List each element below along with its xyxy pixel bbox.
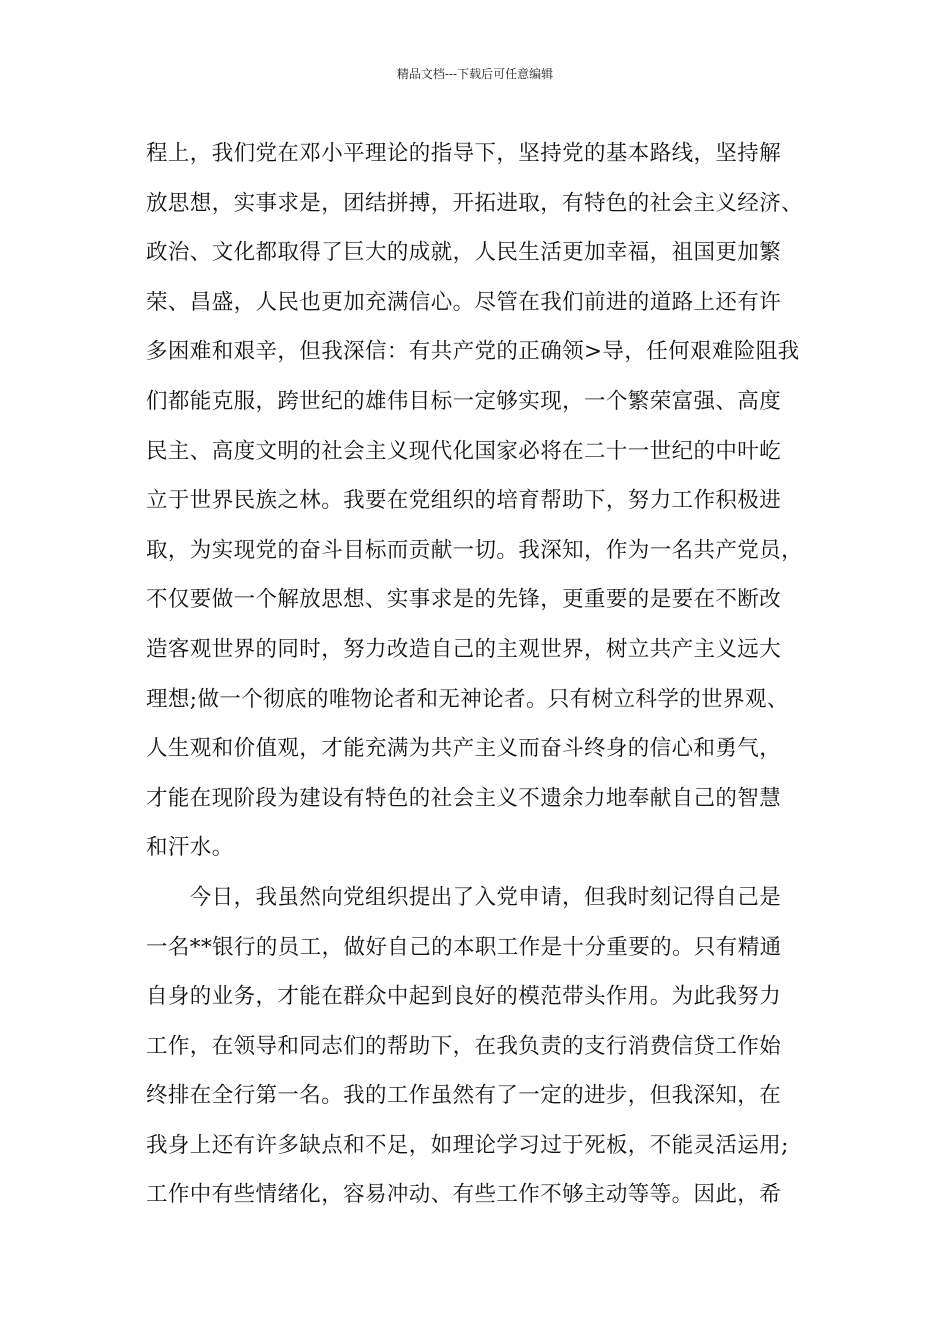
document-body <box>146 129 826 1220</box>
text-line: 和汗水。 <box>146 835 234 861</box>
text-line: 造客观世界的同时，努力改造自己的主观世界，树立共产主义远大 <box>146 636 782 662</box>
text-line: 终排在全行第一名。我的工作虽然有了一定的进步，但我深知，在 <box>146 1083 782 1109</box>
text-line: 多困难和艰辛，但我深信：有共产党的正确领>导，任何艰难险阻我 <box>146 339 800 365</box>
text-line: 立于世界民族之林。我要在党组织的培育帮助下，努力工作积极进 <box>146 488 782 514</box>
text-line: 政治、文化都取得了巨大的成就，人民生活更加幸福，祖国更加繁 <box>146 240 782 266</box>
text-line: 我身上还有许多缺点和不足，如理论学习过于死板，不能灵活运用; <box>146 1132 789 1158</box>
text-line: 荣、昌盛，人民也更加充满信心。尽管在我们前进的道路上还有许 <box>146 289 782 315</box>
text-line: 工作，在领导和同志们的帮助下，在我负责的支行消费信贷工作始 <box>146 1033 782 1059</box>
text-line: 程上，我们党在邓小平理论的指导下，坚持党的基本路线，坚持解 <box>146 141 782 166</box>
text-line: 才能在现阶段为建设有特色的社会主义不遗余力地奉献自己的智慧 <box>146 785 782 811</box>
text-line: 工作中有些情绪化，容易冲动、有些工作不够主动等等。因此，希 <box>146 1182 782 1208</box>
text-line: 放思想，实事求是，团结拼搏，开拓进取，有特色的社会主义经济、 <box>146 190 804 216</box>
text-line: 不仅要做一个解放思想、实事求是的先锋，更重要的是要在不断改 <box>146 587 782 613</box>
text-line: 取，为实现党的奋斗目标而贡献一切。我深知，作为一名共产党员， <box>146 537 804 563</box>
text-line: 自身的业务，才能在群众中起到良好的模范带头作用。为此我努力 <box>146 984 782 1010</box>
text-line: 理想;做一个彻底的唯物论者和无神论者。只有树立科学的世界观、 <box>146 686 789 712</box>
text-line: 人生观和价值观，才能充满为共产主义而奋斗终身的信心和勇气， <box>146 736 782 762</box>
page-header: 精品文档---下载后可任意编辑 <box>396 67 554 81</box>
text-line: 们都能克服，跨世纪的雄伟目标一定够实现，一个繁荣富强、高度 <box>146 388 782 414</box>
text-line: 一名**银行的员工，做好自己的本职工作是十分重要的。只有精通 <box>146 934 782 960</box>
text-line: 民主、高度文明的社会主义现代化国家必将在二十一世纪的中叶屹 <box>146 438 782 464</box>
text-line: 今日，我虽然向党组织提出了入党申请，但我时刻记得自己是 <box>146 884 782 910</box>
